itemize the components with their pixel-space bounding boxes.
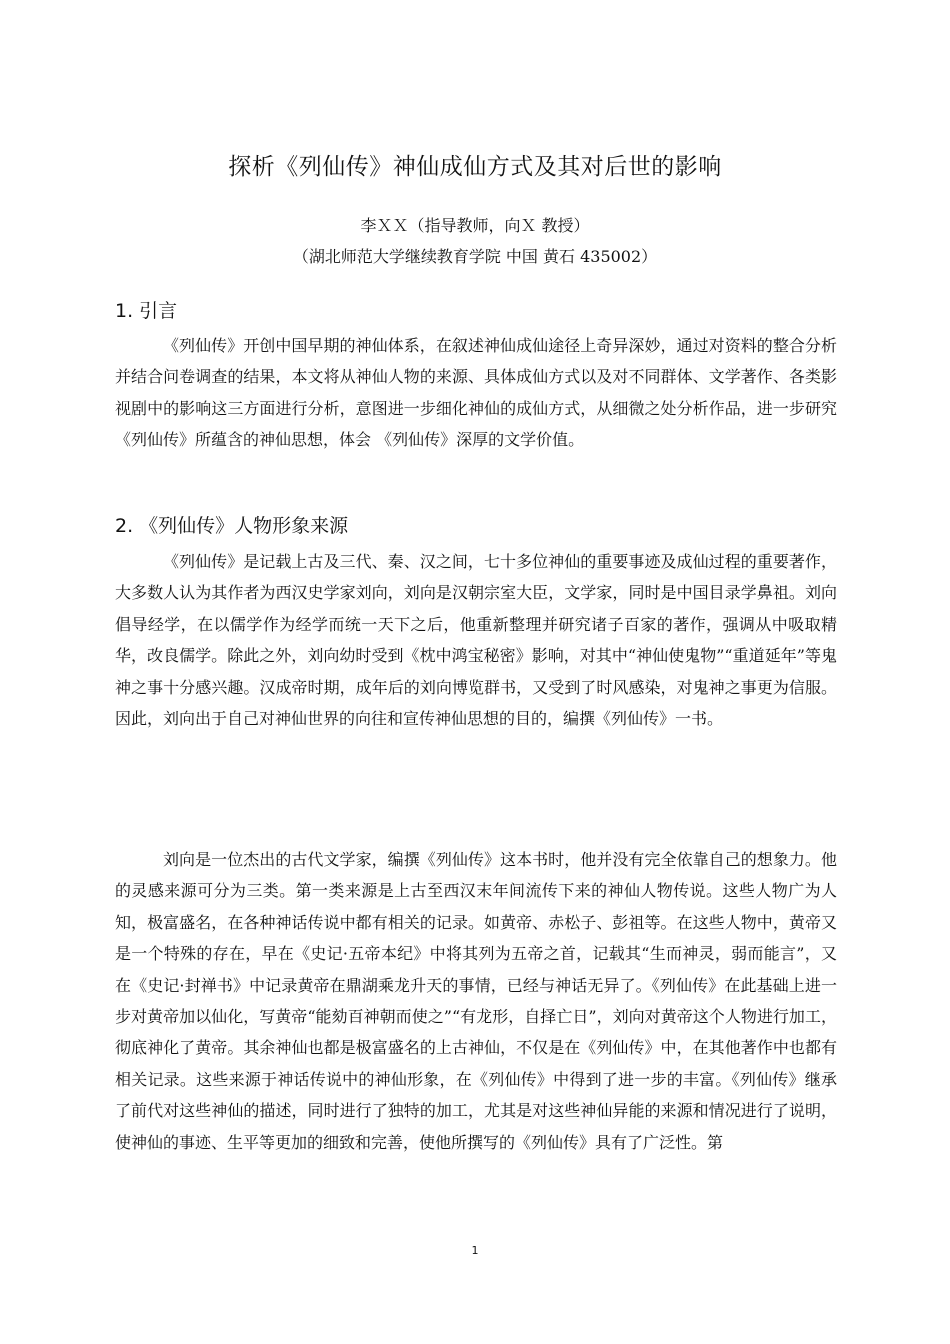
section-heading-introduction: 1. 引言	[115, 300, 178, 322]
section-2-paragraph-1: 《列仙传》是记载上古及三代、秦、汉之间，七十多位神仙的重要事迹及成仙过程的重要著作，大多数人认为其作者为西汉史学家刘向，刘向是汉朝宗室大臣，文学家，同时是中国目录学鼻祖。刘向倡导经学，在以儒学作为经学而统一天下之后，他重新整理并研究诸子百家的著作，强调从中吸取精华，改良儒学。除此之外，刘向幼时受到《枕中鸿宝秘密》影响，对其中“神仙使鬼物”“重道延年”等鬼神之事十分感兴趣。汉成帝时期，成年后的刘向博览群书，又受到了时风感染，对鬼神之事更为信服。因此，刘向出于自己对神仙世界的向往和宣传神仙思想的目的，编撰《列仙传》一书。	[115, 552, 837, 729]
section-1-paragraph-1: 《列仙传》开创中国早期的神仙体系，在叙述神仙成仙途径上奇异深妙，通过对资料的整合分析并结合问卷调查的结果，本文将从神仙人物的来源、具体成仙方式以及对不同群体、文学著作、各类影视剧中的影响这三方面进行分析，意图进一步细化神仙的成仙方式，从细微之处分析作品，进一步研究《列仙传》所蕴含的神仙思想，体会 《列仙传》深厚的文学价值。	[115, 336, 837, 450]
paper-title: 探析《列仙传》神仙成仙方式及其对后世的影响	[228, 154, 722, 180]
section-heading-character-sources: 2. 《列仙传》人物形象来源	[115, 515, 349, 537]
affiliation-line: （湖北师范大学继续教育学院 中国 黄石 435002）	[292, 247, 658, 266]
page-number: 1	[471, 1244, 479, 1257]
author-line: 李ＸＸ（指导教师，向Ｘ 教授）	[360, 216, 590, 235]
section-2-paragraph-2: 刘向是一位杰出的古代文学家，编撰《列仙传》这本书时，他并没有完全依靠自己的想象力。他的灵感来源可分为三类。第一类来源是上古至西汉末年间流传下来的神仙人物传说。这些人物广为人知，极富盛名，在各种神话传说中都有相关的记录。如黄帝、赤松子、彭祖等。在这些人物中，黄帝又是一个特殊的存在，早在《史记·五帝本纪》中将其列为五帝之首，记载其“生而神灵，弱而能言”，又在《史记·封禅书》中记录黄帝在鼎湖乘龙升天的事情，已经与神话无异了。《列仙传》在此基础上进一步对黄帝加以仙化，写黄帝“能劾百神朝而使之”“有龙形，自择亡日”，刘向对黄帝这个人物进行加工，彻底神化了黄帝。其余神仙也都是极富盛名的上古神仙，不仅是在《列仙传》中，在其他著作中也都有相关记录。这些来源于神话传说中的神仙形象，在《列仙传》中得到了进一步的丰富。《列仙传》继承了前代对这些神仙的描述，同时进行了独特的加工，尤其是对这些神仙异能的来源和情况进行了说明，使神仙的事迹、生平等更加的细致和完善，使他所撰写的《列仙传》具有了广泛性。第	[115, 850, 837, 1152]
